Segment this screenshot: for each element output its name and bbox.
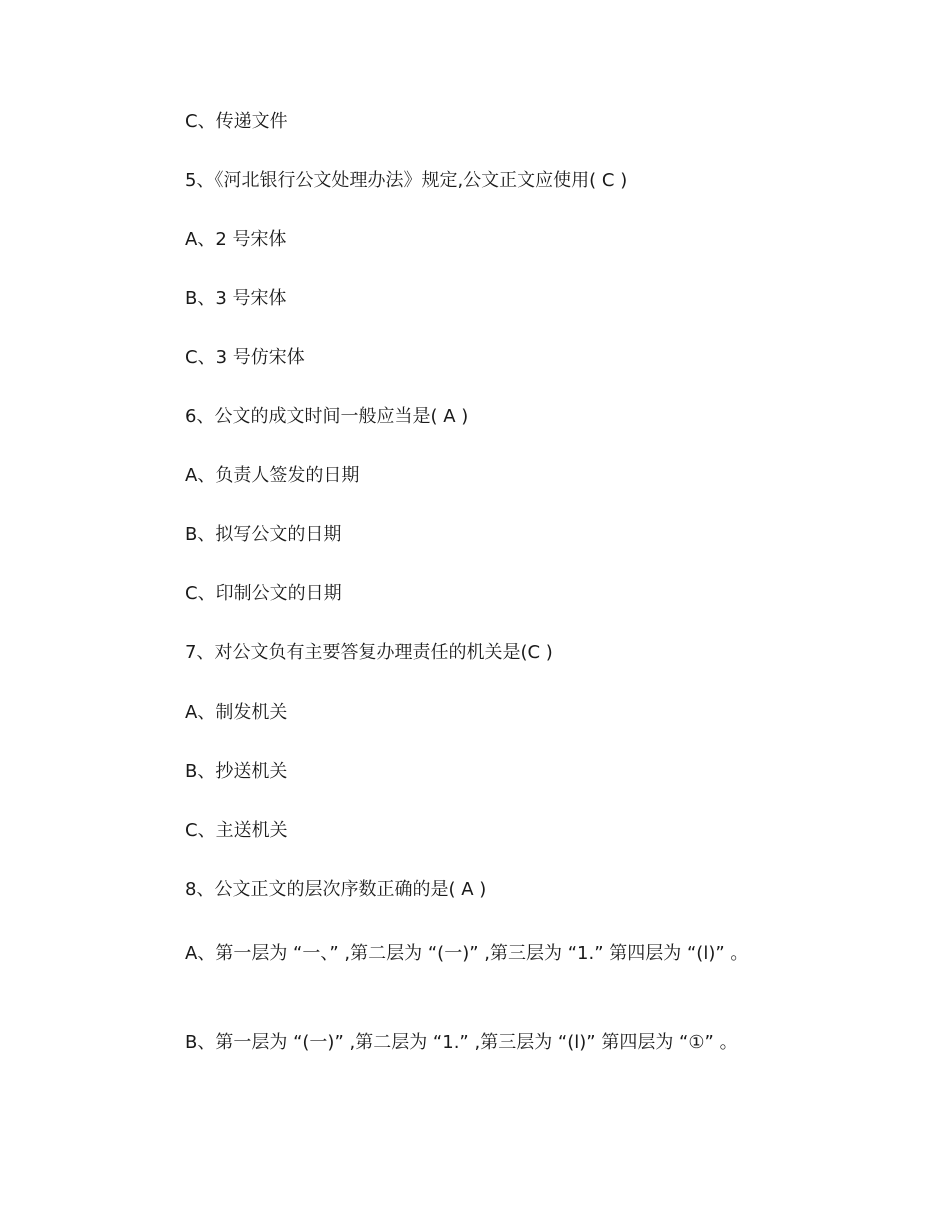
question-6: 6、公文的成文时间一般应当是( A ) — [185, 406, 469, 427]
question-7-option-b: B、抄送机关 — [185, 761, 288, 782]
question-6-option-a: A、负责人签发的日期 — [185, 465, 360, 486]
question-5-option-c: C、3 号仿宋体 — [185, 347, 305, 368]
question-8: 8、公文正文的层次序数正确的是( A ) — [185, 879, 487, 900]
question-6-option-c: C、印制公文的日期 — [185, 583, 342, 604]
option-c-transmit-document: C、传递文件 — [185, 111, 288, 132]
question-5: 5、《河北银行公文处理办法》规定,公文正文应使用( C ) — [185, 170, 628, 191]
question-5-option-a: A、2 号宋体 — [185, 229, 287, 250]
question-8-option-a: A、第一层为 “一、” ,第二层为 “(一)” ,第三层为 “1.” 第四层为 “(l)” 。 — [185, 943, 749, 964]
question-7: 7、对公文负有主要答复办理责任的机关是(C ) — [185, 642, 553, 663]
question-5-option-b: B、3 号宋体 — [185, 288, 287, 309]
question-6-option-b: B、拟写公文的日期 — [185, 524, 342, 545]
question-8-option-b: B、第一层为 “(一)” ,第二层为 “1.” ,第三层为 “(l)” 第四层为 “①” 。 — [185, 1032, 738, 1053]
question-7-option-a: A、制发机关 — [185, 702, 288, 723]
question-7-option-c: C、主送机关 — [185, 820, 288, 841]
